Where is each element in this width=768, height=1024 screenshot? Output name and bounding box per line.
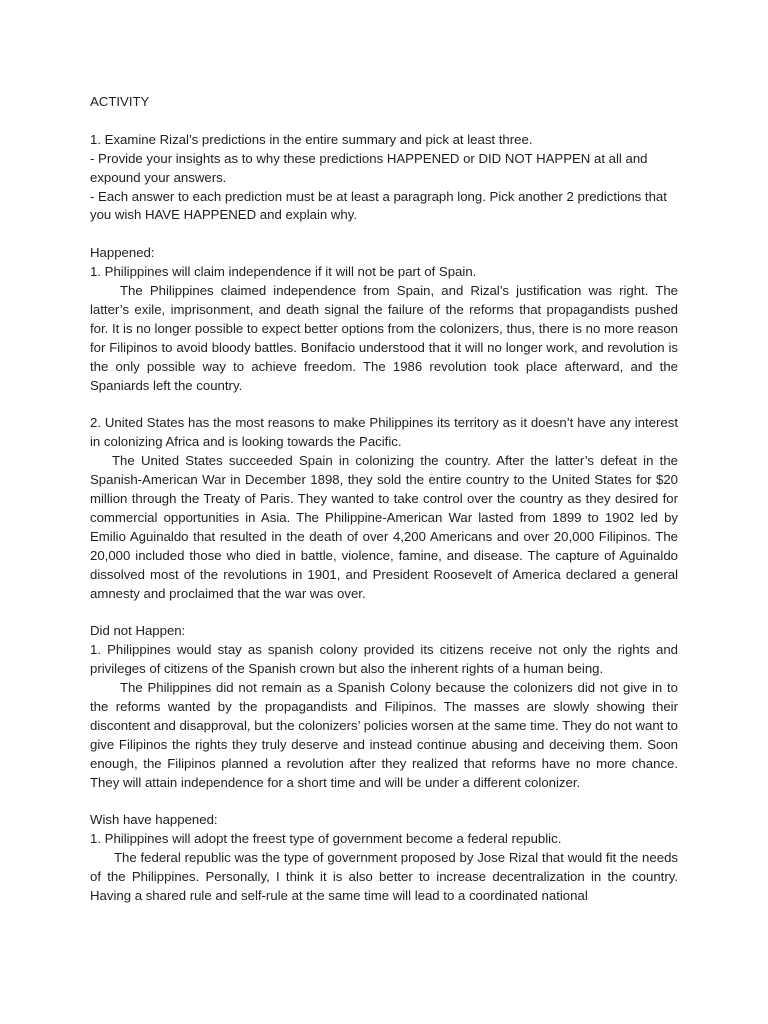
did-not-happen-prediction-1: 1. Philippines would stay as spanish colony provided its citizens receive not only the rights and privileges of citizens of the Spanish crown but also the inherent rights of a human being. (90, 642, 678, 677)
activity-title: ACTIVITY (90, 94, 150, 109)
did-not-happen-heading: Did not Happen: (90, 623, 186, 639)
wish-prediction-1: 1. Philippines will adopt the freest type of government become a federal republic. (90, 831, 562, 847)
happened-answer-1: The Philippines claimed independence from Spain, and Rizal’s justification was right. The latter’s exile, imprisonment, and death signal the failure of the reforms that propagandists pushed for. It is no longer possible to expect better options from the colonizers, thus, there is no more reason for Filipinos to avoid bloody battles. Bonifacio understood that it will no longer work, and revolution is the only possible way to achieve freedom. The 1986 revolution took place afterward, and the Spaniards left the country. (90, 283, 678, 393)
wish-answer-1: The federal republic was the type of government proposed by Jose Rizal that would fit the needs of the Philippines. Personally, I think it is also better to increase decentralization in the country. Having a shared rule and self-rule at the same time will lead to a coordinated national (90, 850, 678, 903)
instruction-2: - Provide your insights as to why these predictions HAPPENED or DID NOT HAPPEN at all and expound your answers. (90, 150, 648, 185)
happened-heading: Happened: (90, 245, 155, 261)
instruction-3: - Each answer to each prediction must be at least a paragraph long. Pick another 2 predictions that you wish HAVE HAPPENED and explain why. (90, 188, 667, 223)
instruction-1: 1. Examine Rizal’s predictions in the entire summary and pick at least three. (90, 131, 533, 147)
document-page (90, 93, 678, 906)
wish-heading: Wish have happened: (90, 812, 218, 828)
happened-prediction-1: 1. Philippines will claim independence if it will not be part of Spain. (90, 264, 477, 280)
happened-prediction-2: 2. United States has the most reasons to make Philippines its territory as it doesn’t have any interest in colonizing Africa and is looking towards the Pacific. (90, 415, 678, 450)
happened-answer-2: The United States succeeded Spain in colonizing the country. After the latter’s defeat in the Spanish-American War in December 1898, they sold the entire country to the United States for $20 million through the Treaty of Paris. They wanted to take control over the country as they desired for commercial opportunities in Asia. The Philippine-American War lasted from 1899 to 1902 led by Emilio Aguinaldo that resulted in the death of over 4,200 Americans and over 20,000 Filipinos. The 20,000 included those who died in battle, violence, famine, and disease. The capture of Aguinaldo dissolved most of the revolutions in 1901, and President Roosevelt of America declared a general amnesty and proclaimed that the war was over. (90, 453, 678, 601)
did-not-happen-answer-1: The Philippines did not remain as a Spanish Colony because the colonizers did not give in to the reforms wanted by the propagandists and Filipinos. The masses are slowly showing their discontent and disapproval, but the colonizers’ policies worsen at the same time. They do not want to give Filipinos the rights they truly deserve and instead continue abusing and deceiving them. Soon enough, the Filipinos planned a revolution after they realized that reforms have no more chance. They will attain independence for a short time and will be under a different colonizer. (90, 680, 678, 790)
